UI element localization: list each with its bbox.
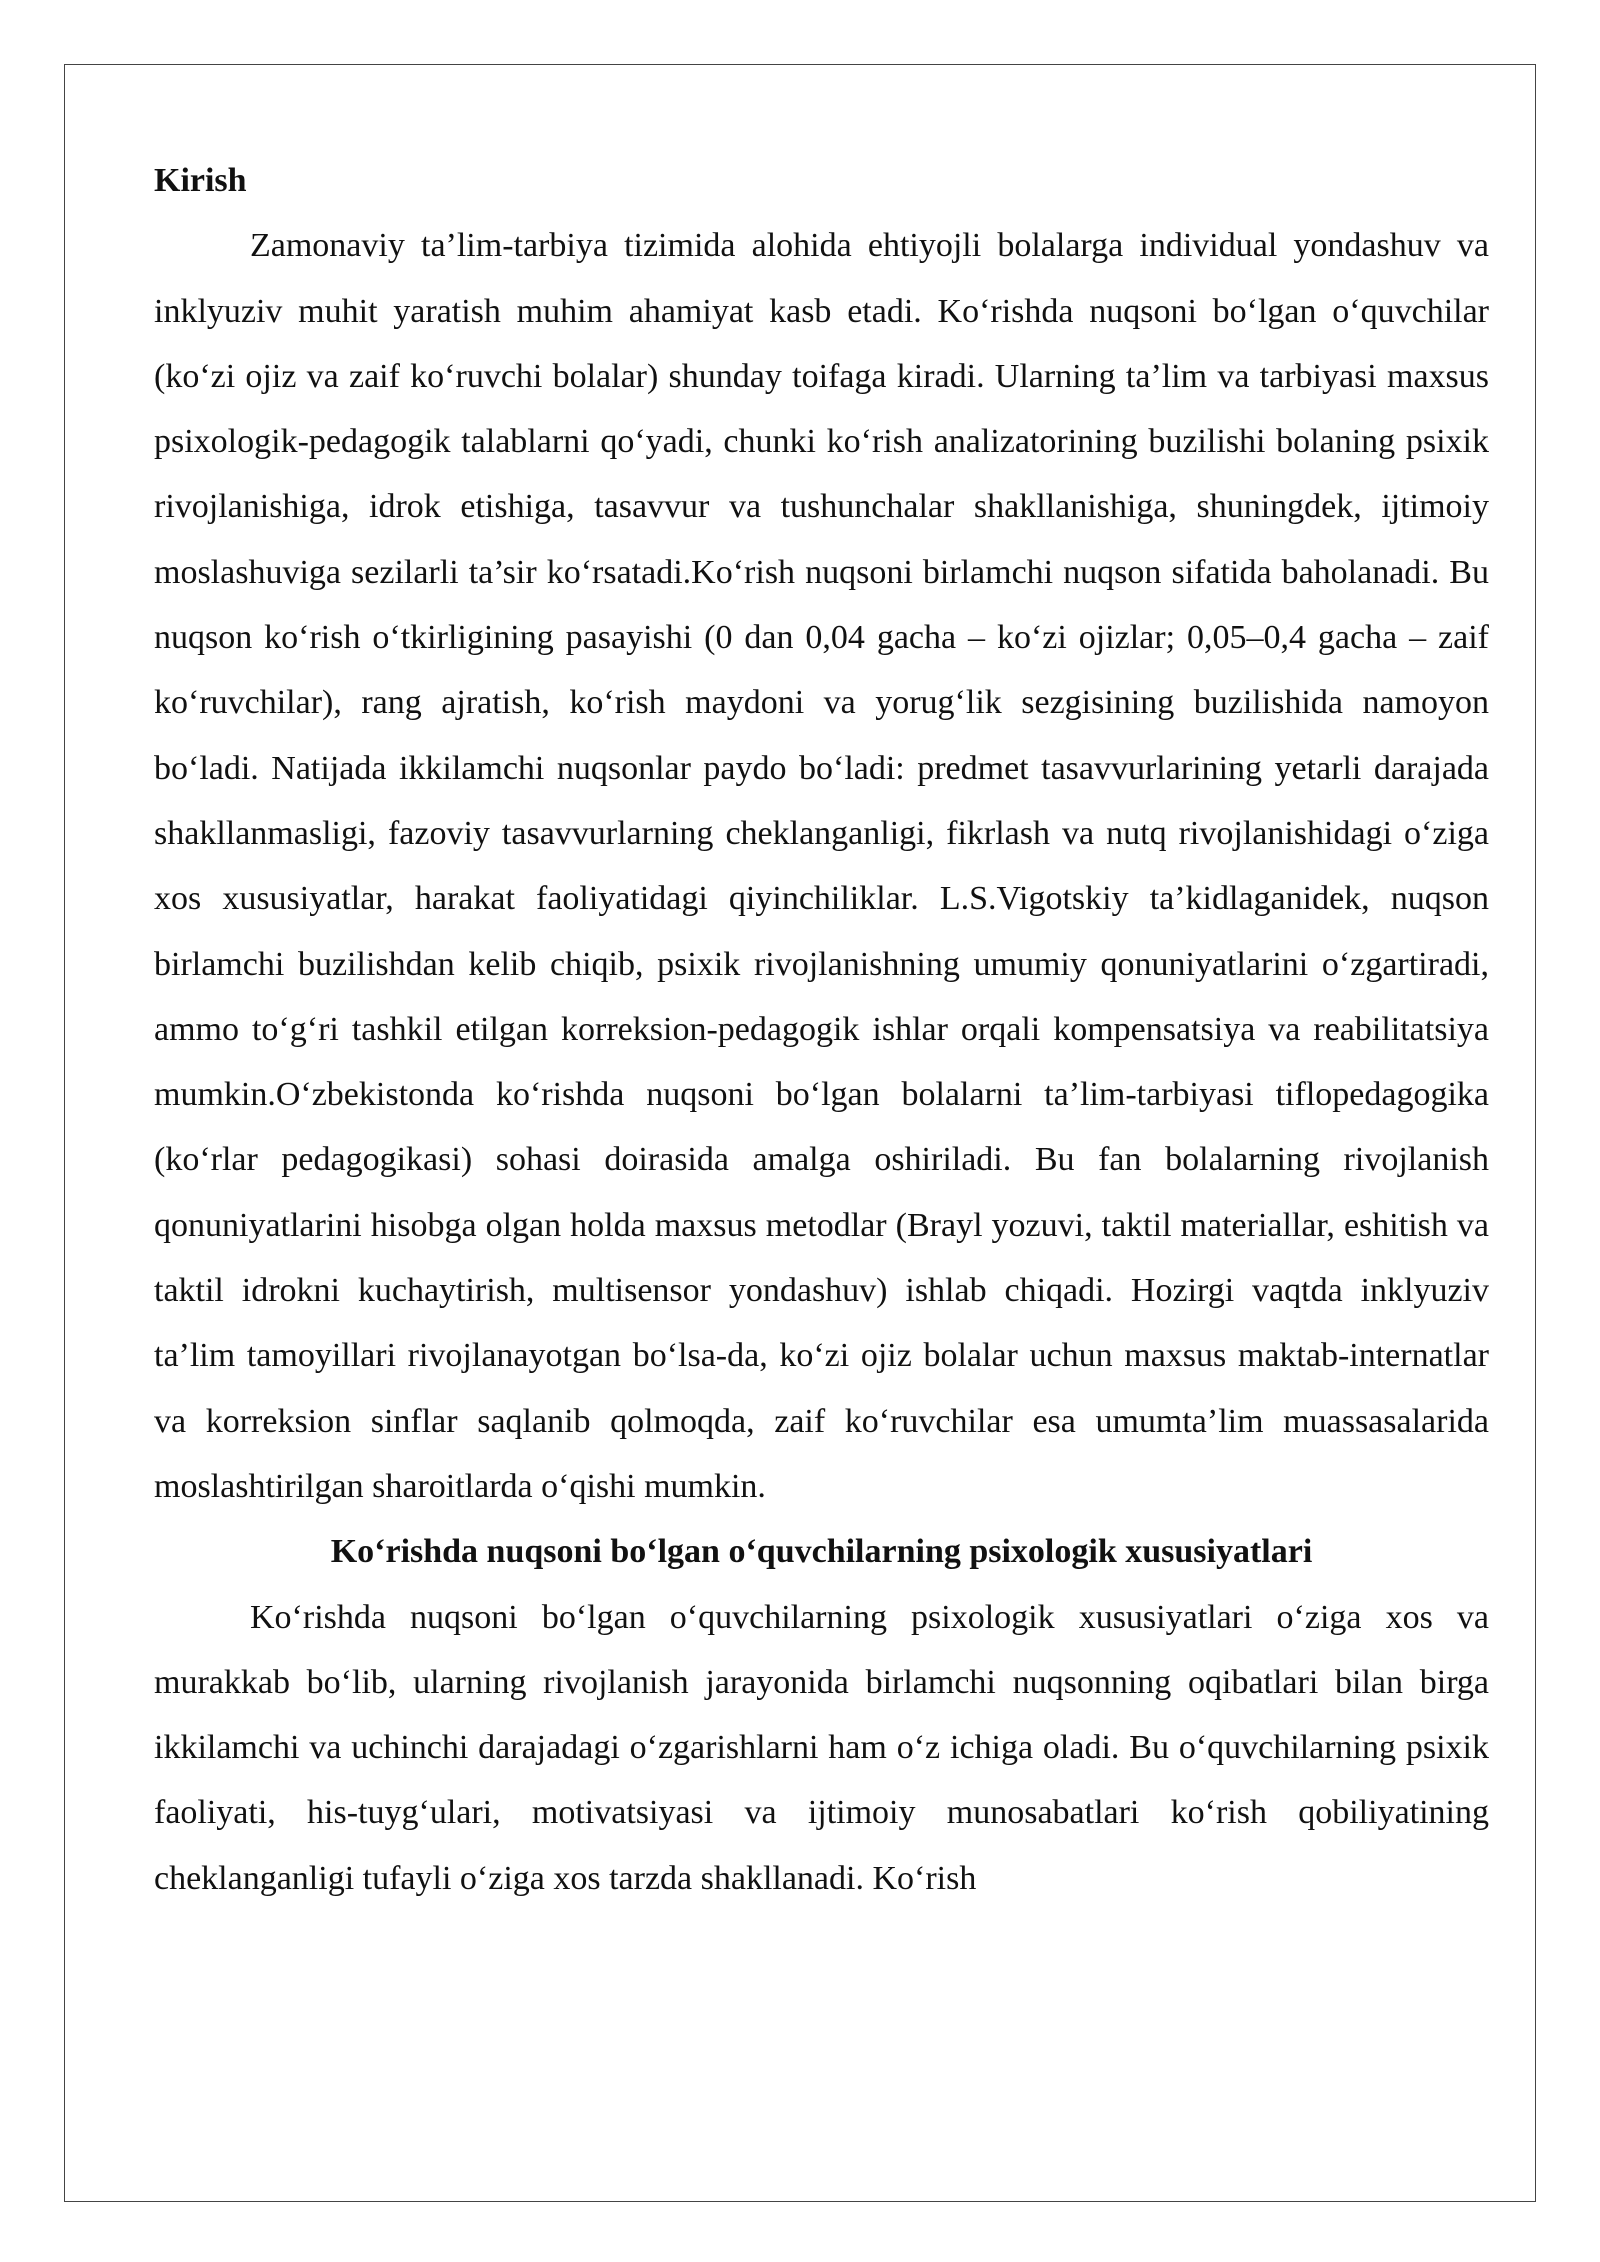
intro-paragraph: Zamonaviy ta’lim-tarbiya tizimida alohida ehtiyojli bolalarga individual yondashuv va inklyuziv muhit yaratish muhim ahamiyat kasb etadi. Ko‘rishda nuqsoni bo‘lgan o‘quvchilar (ko‘zi ojiz va zaif ko‘ruvchi bolalar) shunday toifaga kiradi. Ularning ta’lim va tarbiyasi maxsus psixologik-pedagogik talablarni qo‘yadi, chunki ko‘rish analizatorining buzilishi bolaning psixik rivojlanishiga, idrok etishiga, tasavvur va tushunchalar shakllanishiga, shuningdek, ijtimoiy moslashuviga sezilarli ta’sir ko‘rsatadi.Ko‘rish nuqsoni birlamchi nuqson sifatida baholanadi. Bu nuqson ko‘rish o‘tkirligining pasayishi (0 dan 0,04 gacha – ko‘zi ojizlar; 0,05–0,4 gacha – zaif ko‘ruvchilar), rang ajratish, ko‘rish maydoni va yorug‘lik sezgisining buzilishida namoyon bo‘ladi. Natijada ikkilamchi nuqsonlar paydo bo‘ladi: predmet tasavvurlarining yetarli darajada shakllanmasligi, fazoviy tasavvurlarning cheklanganligi, fikrlash va nutq rivojlanishidagi o‘ziga xos xususiyatlar, harakat faoliyatidagi qiyinchiliklar. L.S.Vigotskiy ta’kidlaganidek, nuqson birlamchi buzilishdan kelib chiqib, psixik rivojlanishning umumiy qonuniyatlarini o‘zgartiradi, ammo to‘g‘ri tashkil etilgan korreksion-pedagogik ishlar orqali kompensatsiya va reabilitatsiya mumkin.O‘zbekistonda ko‘rishda nuqsoni bo‘lgan bolalarni ta’lim-tarbiyasi tiflopedagogika (ko‘rlar pedagogikasi) sohasi doirasida amalga oshiriladi. Bu fan bolalarning rivojlanish qonuniyatlarini hisobga olgan holda maxsus metodlar (Brayl yozuvi, taktil materiallar, eshitish va taktil idrokni kuchaytirish, multisensor yondashuv) ishlab chiqadi. Hozirgi vaqtda inklyuziv ta’lim tamoyillari rivojlanayotgan bo‘lsa-da, ko‘zi ojiz bolalar uchun maxsus maktab-internatlar va korreksion sinflar saqlanib qolmoqda, zaif ko‘ruvchilar esa umumta’lim muassasalarida moslashtirilgan sharoitlarda o‘qishi mumkin. bbox=[154, 227, 1489, 1505]
section-heading: Ko‘rishda nuqsoni bo‘lgan o‘quvchilarning psixologik xususiyatlari bbox=[330, 1533, 1313, 1571]
section-paragraph: Ko‘rishda nuqsoni bo‘lgan o‘quvchilarning psixologik xususiyatlari o‘ziga xos va murakkab bo‘lib, ularning rivojlanish jarayonida birlamchi nuqsonning oqibatlari bilan birga ikkilamchi va uchinchi darajadagi o‘zgarishlarni ham o‘z ichiga oladi. Bu o‘quvchilarning psixik faoliyati, his-tuyg‘ulari, motivatsiyasi va ijtimoiy munosabatlari ko‘rish qobiliyatining cheklanganligi tufayli o‘ziga xos tarzda shakllanadi. Ko‘rish bbox=[154, 1598, 1489, 1897]
document-body bbox=[154, 148, 1489, 1911]
intro-heading: Kirish bbox=[154, 162, 247, 199]
